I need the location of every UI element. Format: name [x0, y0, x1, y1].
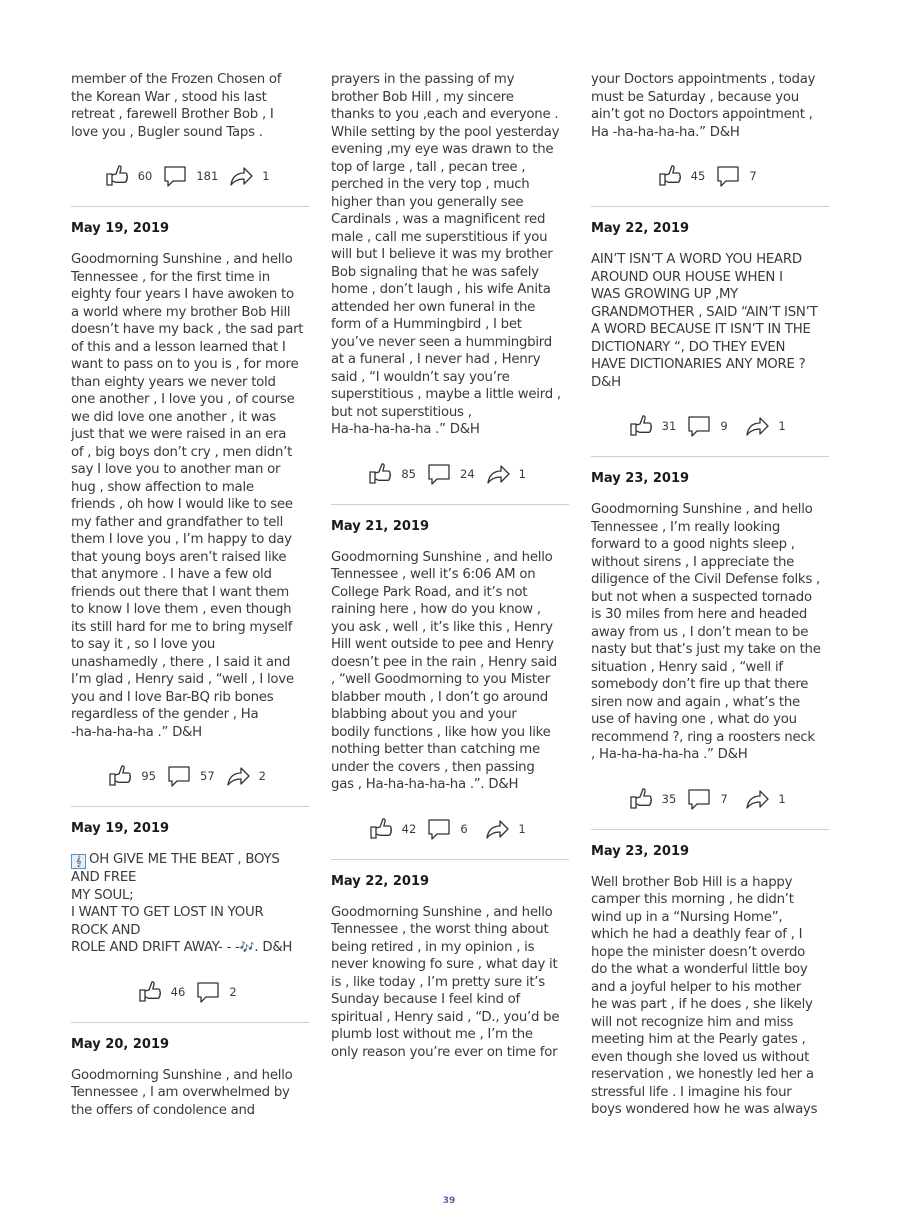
reaction-bar — [591, 413, 829, 439]
column-2 — [331, 71, 569, 1061]
like-icon — [657, 163, 683, 189]
post-text: Goodmorning Sunshine , and hello Tennessee , I am overwhelmed by the offers of condolence and — [71, 1067, 293, 1118]
comment-icon — [162, 163, 188, 189]
reaction-bar — [591, 163, 829, 189]
share-icon — [484, 816, 510, 842]
post-text: Goodmorning Sunshine , and hello Tennessee , the worst thing about being retired , in my opinion , is never knowing fo sure , what day it is , like today , I’m pretty sure it’s Sunday because I feel kind of spiritual , Henry said , “D., you’d be plumb lost without me , I’m the only reason you’re ever on time for — [331, 904, 560, 1060]
like-count-group[interactable] — [628, 413, 677, 439]
column-1 — [71, 71, 309, 1119]
post-divider — [331, 504, 569, 505]
share-icon — [744, 786, 770, 812]
comment-count-group[interactable] — [426, 461, 475, 487]
post-date: May 19, 2019 — [71, 221, 170, 236]
post-text-line: OH GIVE ME THE BEAT , BOYS — [89, 852, 280, 867]
like-count: 42 — [401, 821, 417, 836]
post-divider — [591, 456, 829, 457]
like-count-group[interactable] — [657, 163, 706, 189]
post-text: member of the Frozen Chosen of the Korean War , stood his last retreat , farewell Brother Bob , I love you , Bugler sound Taps . — [71, 72, 282, 140]
post-text: AIN’T ISN’T A WORD YOU HEARD AROUND OUR HOUSE WHEN I WAS GROWING UP ,MY GRANDMOTHER , SAID “AIN’T ISN’T A WORD BECAUSE IT ISN’T IN THE DICTIONARY “, DO THEY EVEN HAVE DICTIONARIES ANY MORE ? D&H — [591, 252, 818, 390]
post-divider — [71, 1022, 309, 1023]
like-icon — [137, 979, 163, 1005]
comment-count: 24 — [460, 466, 475, 481]
like-icon — [628, 413, 654, 439]
comment-count: 57 — [200, 769, 215, 783]
post-date: May 19, 2019 — [71, 821, 170, 836]
comment-count-group[interactable] — [686, 413, 734, 439]
comment-icon — [166, 763, 192, 789]
reaction-bar — [71, 763, 309, 789]
share-icon — [228, 163, 254, 189]
reaction-bar — [331, 461, 569, 487]
music-notes-icon: 🎶 — [239, 940, 255, 954]
share-count-group[interactable] — [225, 763, 273, 789]
post-divider — [71, 206, 309, 207]
like-count-group[interactable] — [368, 816, 417, 842]
comment-icon — [686, 786, 712, 812]
reaction-bar — [71, 163, 309, 189]
post-date: May 21, 2019 — [331, 518, 430, 534]
comment-count-group[interactable] — [162, 163, 218, 189]
post-text-lines: AND FREE MY SOUL; I WANT TO GET LOST IN YOUR ROCK AND — [71, 870, 264, 938]
post-date: May 20, 2019 — [71, 1036, 170, 1052]
like-icon — [368, 816, 394, 842]
comment-count-group[interactable] — [426, 816, 474, 842]
like-count: 35 — [661, 791, 677, 806]
post-text-line: ROLE AND DRIFT AWAY- - - — [71, 940, 240, 955]
like-count: 95 — [141, 769, 156, 783]
share-count-group[interactable] — [484, 816, 532, 842]
share-count-group[interactable] — [744, 413, 792, 439]
like-count-group[interactable] — [628, 786, 677, 812]
comment-count-group[interactable] — [686, 786, 734, 812]
like-count-group[interactable] — [137, 979, 186, 1005]
comment-icon — [426, 816, 452, 842]
post-divider — [331, 859, 569, 860]
post-text: Goodmorning Sunshine , and hello Tennessee , for the first time in eighty four years I have awoken to a world where my brother Bob Hill doesn’t have my back , the sad part of this and a lesson learned that I want to pass on to you is , for more than eighty years we never told one another , I love you , of course we did love one another , it was just that we were raised in an era of , big boys don’t cry , men didn’t say I love you to another man or hug , show affection to male friends , oh how I would like to see my father and grandfather to tell them I love you , I’m happy to day that young boys aren’t raised like that anymore . I have a few old friends out there that I want them to know I love them , even though its still hard for me to bring myself to say it , so I love you unashamedly , there , I said it and I’m glad , Henry said , “well , I love you and I love Bar-BQ rib bones regardless of the gender , Ha -ha-ha-ha-ha .” D&H — [71, 252, 304, 740]
reaction-bar — [71, 979, 309, 1005]
like-count: 46 — [170, 984, 186, 999]
post-divider — [591, 829, 829, 830]
reaction-bar — [591, 786, 829, 812]
comment-count: 9 — [720, 419, 728, 433]
post-text: Well brother Bob Hill is a happy camper this morning , he didn’t wind up in a “Nursing Home”, which he had a deathly fear of , I hope the minister doesn’t overdo do the what a wonderful little boy and a joyful helper to his mother he was part , if he does , she likely will not recognize him and miss meeting him at the Pearly gates , even though she loved us without reservation , we honestly led her a stressful life . I imagine his four boys wondered how he was always — [591, 874, 818, 1117]
post-text — [71, 851, 309, 957]
share-icon — [744, 413, 770, 439]
post-divider — [71, 806, 309, 807]
post-text: Goodmorning Sunshine , and hello Tennessee , I’m really looking forward to a good nights sleep , without sirens , I appreciate the diligence of the Civil Defense folks , but not when a suspected tornado is 30 miles from here and headed away from us , I don’t mean to be nasty but that’s just my take on the situation , Henry said , “well if somebody don’t fire up that there siren now and again , what’s the use of having one , what do you recommend ?, ring a roosters neck , Ha-ha-ha-ha-ha .” D&H — [591, 502, 821, 762]
like-count-group[interactable] — [104, 163, 153, 189]
music-clef-icon: 𝄞 — [71, 854, 86, 869]
post-date: May 22, 2019 — [591, 221, 690, 236]
comment-count-group[interactable] — [166, 763, 215, 789]
like-count: 85 — [401, 466, 416, 481]
share-icon — [485, 461, 511, 487]
comment-icon — [426, 461, 452, 487]
like-count: 31 — [661, 419, 677, 433]
reaction-bar — [331, 816, 569, 842]
share-count: 1 — [518, 821, 526, 836]
column-3 — [591, 71, 829, 1119]
comment-count: 7 — [720, 791, 728, 806]
post-text: Goodmorning Sunshine , and hello Tennessee , well it’s 6:06 AM on College Park Road, and it’s not raining here , how do you know , you ask , well , it’s like this , Henry Hill went outside to pee and Henry doesn’t pee in the rain , Henry said , “well Goodmorning to you Mister blabber mouth , I don’t go around blabbing about you and your bodily functions , like how you like nothing better than catching me under the covers , then passing gas , Ha-ha-ha-ha-ha .”. D&H — [331, 549, 558, 792]
share-count-group[interactable] — [485, 461, 533, 487]
page-number: 39 — [442, 1196, 456, 1206]
post-text-signature: . D&H — [254, 940, 293, 955]
like-icon — [367, 461, 393, 487]
share-count: 2 — [258, 769, 266, 783]
like-count-group[interactable] — [107, 763, 156, 789]
share-count: 1 — [778, 419, 786, 433]
post-text: your Doctors appointments , today must be Saturday , because you ain’t got no Doctors appointment , Ha -ha-ha-ha-ha.” D&H — [591, 72, 816, 140]
comment-icon — [715, 163, 741, 189]
like-count: 60 — [137, 169, 153, 183]
share-icon — [225, 763, 251, 789]
share-count-group[interactable] — [228, 163, 276, 189]
comment-count: 181 — [196, 169, 219, 183]
post-date: May 23, 2019 — [591, 843, 690, 859]
like-icon — [107, 763, 133, 789]
comment-count: 2 — [229, 984, 237, 999]
share-count-group[interactable] — [744, 786, 792, 812]
like-count-group[interactable] — [367, 461, 416, 487]
comment-count-group[interactable] — [715, 163, 763, 189]
share-count: 1 — [518, 466, 526, 481]
share-count: 1 — [262, 169, 270, 183]
post-text: prayers in the passing of my brother Bob Hill , my sincere thanks to you ,each and everyone . While setting by the pool yesterday evening ,my eye was drawn to the top of large , tall , pecan tree , perched in the very top , much higher than you generally see Cardinals , was a magnificent red male , call me superstitious if you will but I believe it was my brother Bob signaling that he was safely home , don’t laugh , his wife Anita attended her own funeral in the form of a Hummingbird , I bet you’ve never seen a hummingbird at a funeral , I never had , Henry said , “I wouldn’t say you’re superstitious , maybe a little weird , but not superstitious , Ha-ha-ha-ha-ha .” D&H — [331, 72, 561, 437]
post-date: May 23, 2019 — [591, 471, 690, 486]
like-icon — [104, 163, 130, 189]
comment-count: 6 — [460, 821, 468, 836]
comment-count-group[interactable] — [195, 979, 243, 1005]
like-count: 45 — [690, 169, 706, 183]
comment-icon — [686, 413, 712, 439]
comment-count: 7 — [749, 169, 757, 183]
share-count: 1 — [778, 791, 786, 806]
like-icon — [628, 786, 654, 812]
post-date: May 22, 2019 — [331, 873, 430, 889]
comment-icon — [195, 979, 221, 1005]
post-divider — [591, 206, 829, 207]
